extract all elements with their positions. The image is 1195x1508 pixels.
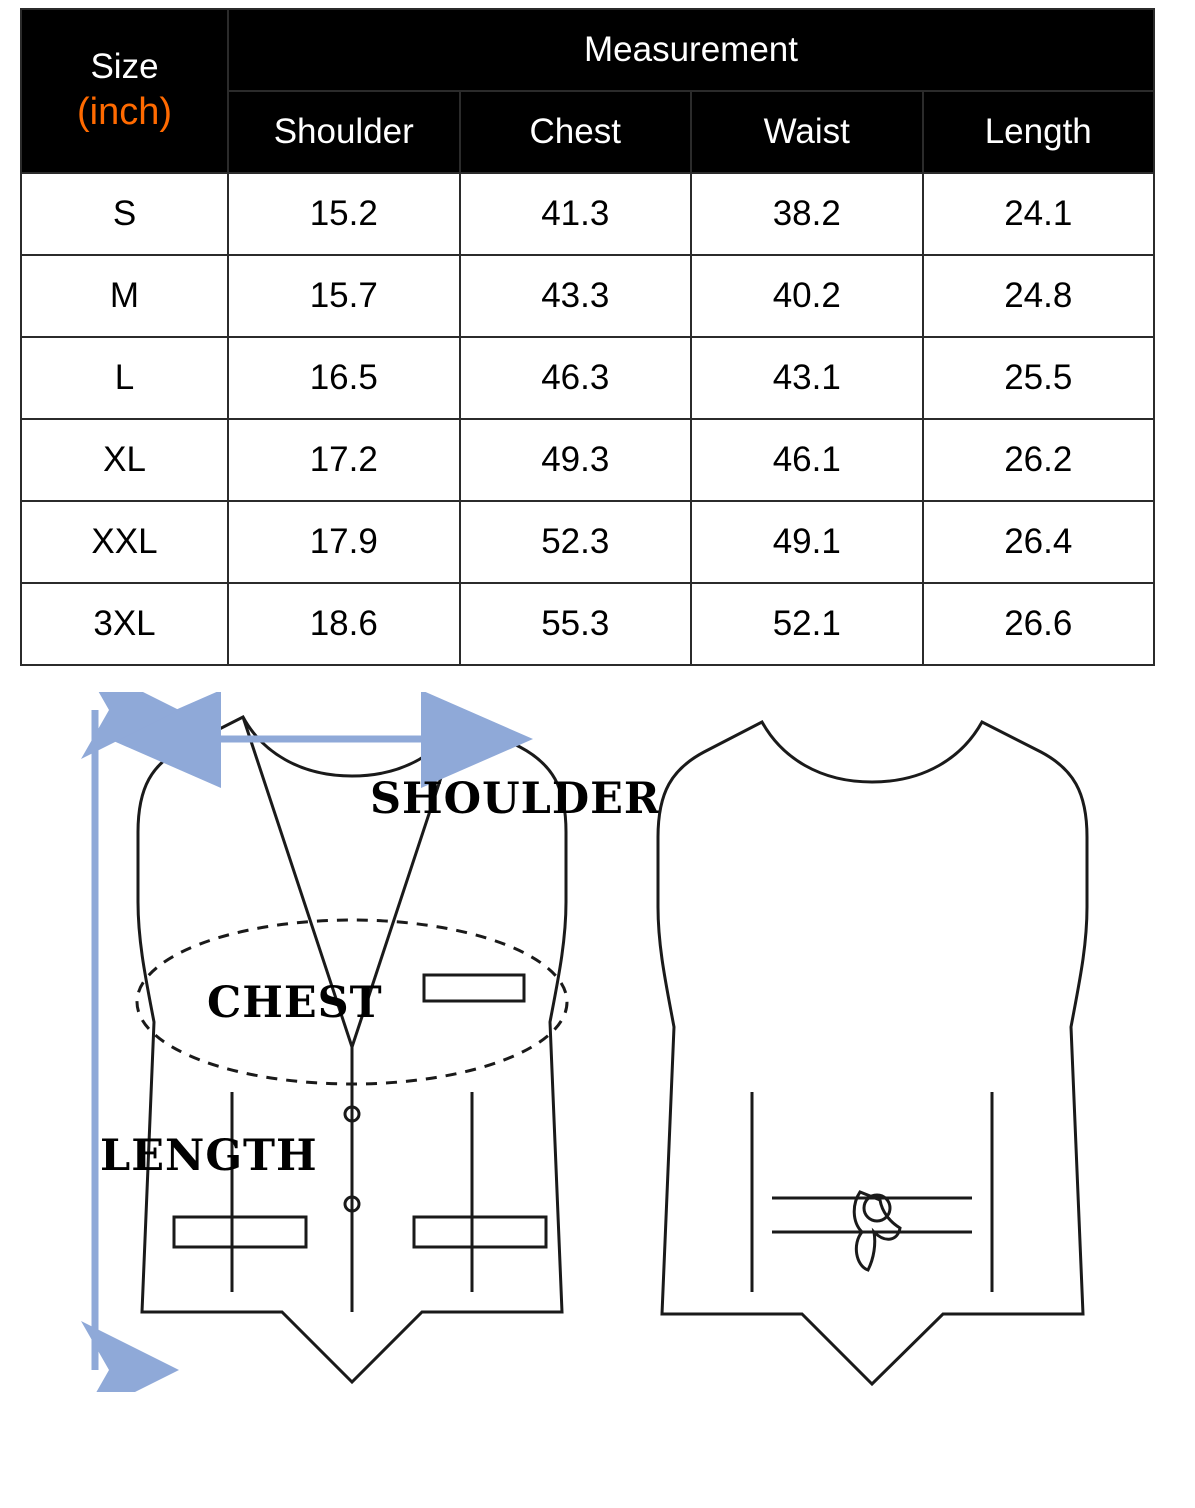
cell-waist: 38.2 bbox=[691, 173, 923, 255]
cell-length: 26.6 bbox=[923, 583, 1155, 665]
cell-length: 24.1 bbox=[923, 173, 1155, 255]
vest-measurement-diagram bbox=[0, 692, 1195, 1392]
table-row bbox=[21, 501, 1154, 583]
size-chart-container bbox=[0, 8, 1195, 666]
table-row bbox=[21, 419, 1154, 501]
chest-label: CHEST bbox=[207, 978, 383, 1028]
cell-shoulder: 15.2 bbox=[228, 173, 460, 255]
cell-chest: 55.3 bbox=[460, 583, 692, 665]
measurement-header-cell: Measurement bbox=[228, 9, 1154, 91]
cell-size: M bbox=[21, 255, 228, 337]
vest-back-illustration bbox=[658, 722, 1087, 1384]
cell-chest: 41.3 bbox=[460, 173, 692, 255]
cell-size: XXL bbox=[21, 501, 228, 583]
table-header-row-1 bbox=[21, 9, 1154, 91]
table-row bbox=[21, 337, 1154, 419]
cell-length: 24.8 bbox=[923, 255, 1155, 337]
cell-waist: 40.2 bbox=[691, 255, 923, 337]
cell-size: L bbox=[21, 337, 228, 419]
size-header-unit: (inch) bbox=[76, 91, 173, 134]
cell-shoulder: 17.2 bbox=[228, 419, 460, 501]
cell-chest: 46.3 bbox=[460, 337, 692, 419]
cell-length: 26.4 bbox=[923, 501, 1155, 583]
cell-size: XL bbox=[21, 419, 228, 501]
cell-waist: 49.1 bbox=[691, 501, 923, 583]
table-row bbox=[21, 173, 1154, 255]
cell-chest: 49.3 bbox=[460, 419, 692, 501]
table-row bbox=[21, 255, 1154, 337]
cell-shoulder: 16.5 bbox=[228, 337, 460, 419]
cell-chest: 52.3 bbox=[460, 501, 692, 583]
cell-length: 26.2 bbox=[923, 419, 1155, 501]
cell-size: S bbox=[21, 173, 228, 255]
size-header-label: Size bbox=[90, 47, 159, 87]
column-header-waist: Waist bbox=[691, 91, 923, 173]
cell-shoulder: 17.9 bbox=[228, 501, 460, 583]
shoulder-label: SHOULDER bbox=[370, 774, 661, 824]
cell-chest: 43.3 bbox=[460, 255, 692, 337]
table-row bbox=[21, 583, 1154, 665]
cell-length: 25.5 bbox=[923, 337, 1155, 419]
length-label: LENGTH bbox=[100, 1131, 318, 1181]
cell-shoulder: 18.6 bbox=[228, 583, 460, 665]
size-header-cell bbox=[21, 9, 228, 173]
cell-size: 3XL bbox=[21, 583, 228, 665]
size-chart-table bbox=[20, 8, 1155, 666]
column-header-length: Length bbox=[923, 91, 1155, 173]
cell-waist: 52.1 bbox=[691, 583, 923, 665]
cell-shoulder: 15.7 bbox=[228, 255, 460, 337]
column-header-shoulder: Shoulder bbox=[228, 91, 460, 173]
column-header-chest: Chest bbox=[460, 91, 692, 173]
cell-waist: 43.1 bbox=[691, 337, 923, 419]
cell-waist: 46.1 bbox=[691, 419, 923, 501]
